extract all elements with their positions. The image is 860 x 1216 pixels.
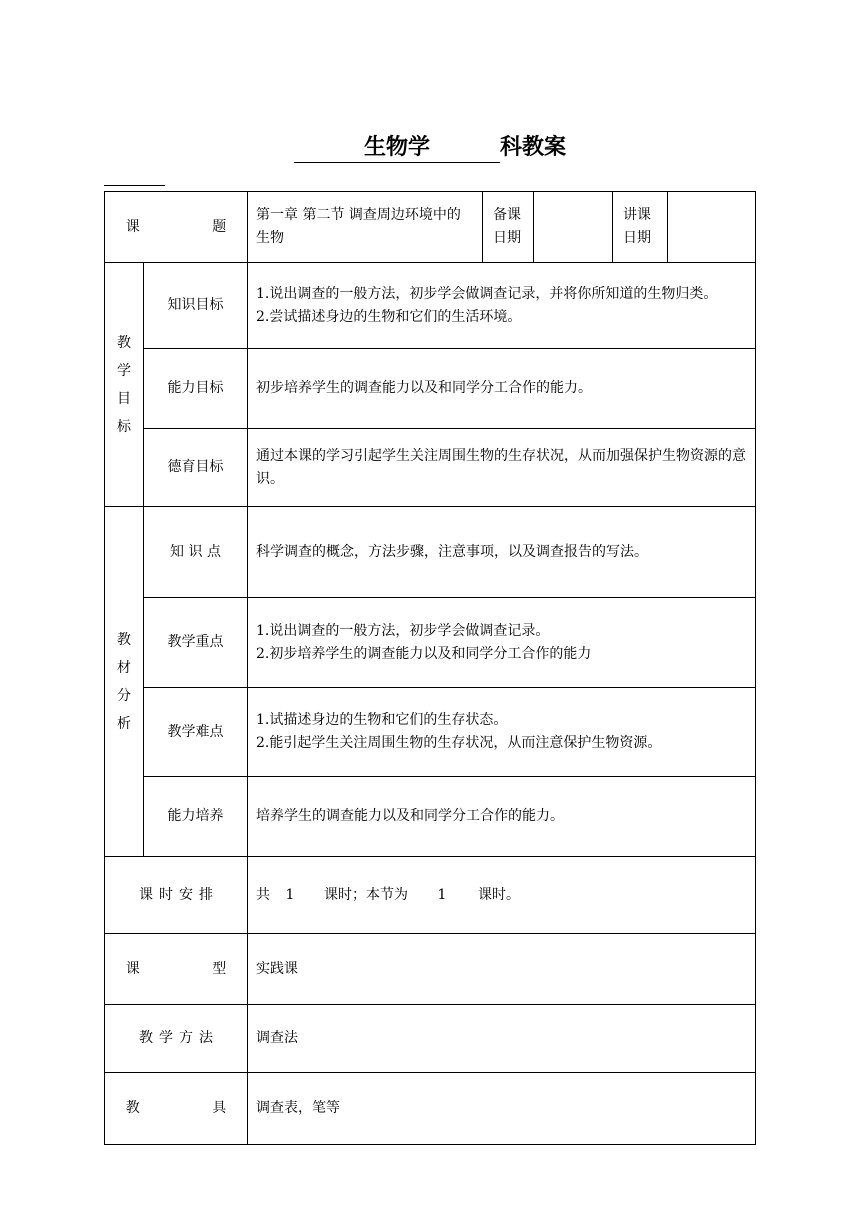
lesson-plan-table [104, 191, 756, 1145]
teach-date-label: 讲课日期 [613, 192, 668, 263]
material-label: 教学重点 [144, 598, 248, 688]
page-title [0, 130, 860, 163]
tools-label: 教 具 [105, 1073, 248, 1145]
tools-row [105, 1073, 756, 1145]
goal-row-ability [105, 349, 756, 429]
material-label: 知 识 点 [144, 507, 248, 598]
lesson-type-value: 实践课 [248, 934, 756, 1005]
method-value: 调查法 [248, 1005, 756, 1073]
material-content: 培养学生的调查能力以及和同学分工合作的能力。 [248, 777, 756, 857]
lesson-type-label: 课 型 [105, 934, 248, 1005]
subject-name: 生物学 [363, 135, 430, 160]
schedule-content: 共 1 课时；本节为 1 课时。 [248, 857, 756, 934]
goal-label: 能力目标 [144, 349, 248, 429]
material-content: 科学调查的概念，方法步骤，注意事项，以及调查报告的写法。 [248, 507, 756, 598]
lesson-type-row [105, 934, 756, 1005]
short-rule [104, 185, 165, 186]
material-row-ability [105, 777, 756, 857]
topic-label: 课 题 [105, 192, 248, 263]
material-row-difficulty [105, 688, 756, 777]
material-analysis-group-label: 教 材 分 析 [105, 507, 144, 857]
prep-date-label: 备课日期 [483, 192, 534, 263]
subject-underline [294, 130, 500, 163]
goal-content: 1.说出调查的一般方法，初步学会做调查记录，并将你所知道的生物归类。 2.尝试描述身边的生物和它们的生活环境。 [248, 263, 756, 349]
method-label: 教学方法 [105, 1005, 248, 1073]
schedule-this-section: 1 [437, 886, 447, 903]
material-label: 教学难点 [144, 688, 248, 777]
material-row-focus [105, 598, 756, 688]
goal-row-moral [105, 429, 756, 507]
goal-content: 初步培养学生的调查能力以及和同学分工合作的能力。 [248, 349, 756, 429]
goal-label: 知识目标 [144, 263, 248, 349]
schedule-row [105, 857, 756, 934]
material-row-points [105, 507, 756, 598]
prep-date-value[interactable] [534, 192, 613, 263]
material-content: 1.试描述身边的生物和它们的生存状态。 2.能引起学生关注周围生物的生存状况，从而注意保护生物资源。 [248, 688, 756, 777]
goal-row-knowledge [105, 263, 756, 349]
method-row [105, 1005, 756, 1073]
schedule-total: 1 [285, 886, 295, 903]
title-suffix: 科教案 [500, 135, 567, 160]
header-row [105, 192, 756, 263]
topic-value: 第一章 第二节 调查周边环境中的生物 [248, 192, 483, 263]
tools-value: 调查表，笔等 [248, 1073, 756, 1145]
goal-content: 通过本课的学习引起学生关注周围生物的生存状况，从而加强保护生物资源的意识。 [248, 429, 756, 507]
schedule-label: 课时安排 [105, 857, 248, 934]
teach-date-value[interactable] [668, 192, 756, 263]
material-label: 能力培养 [144, 777, 248, 857]
teaching-goals-group-label: 教 学 目 标 [105, 263, 144, 507]
goal-label: 德育目标 [144, 429, 248, 507]
material-content: 1.说出调查的一般方法，初步学会做调查记录。 2.初步培养学生的调查能力以及和同学分工合作的能力 [248, 598, 756, 688]
